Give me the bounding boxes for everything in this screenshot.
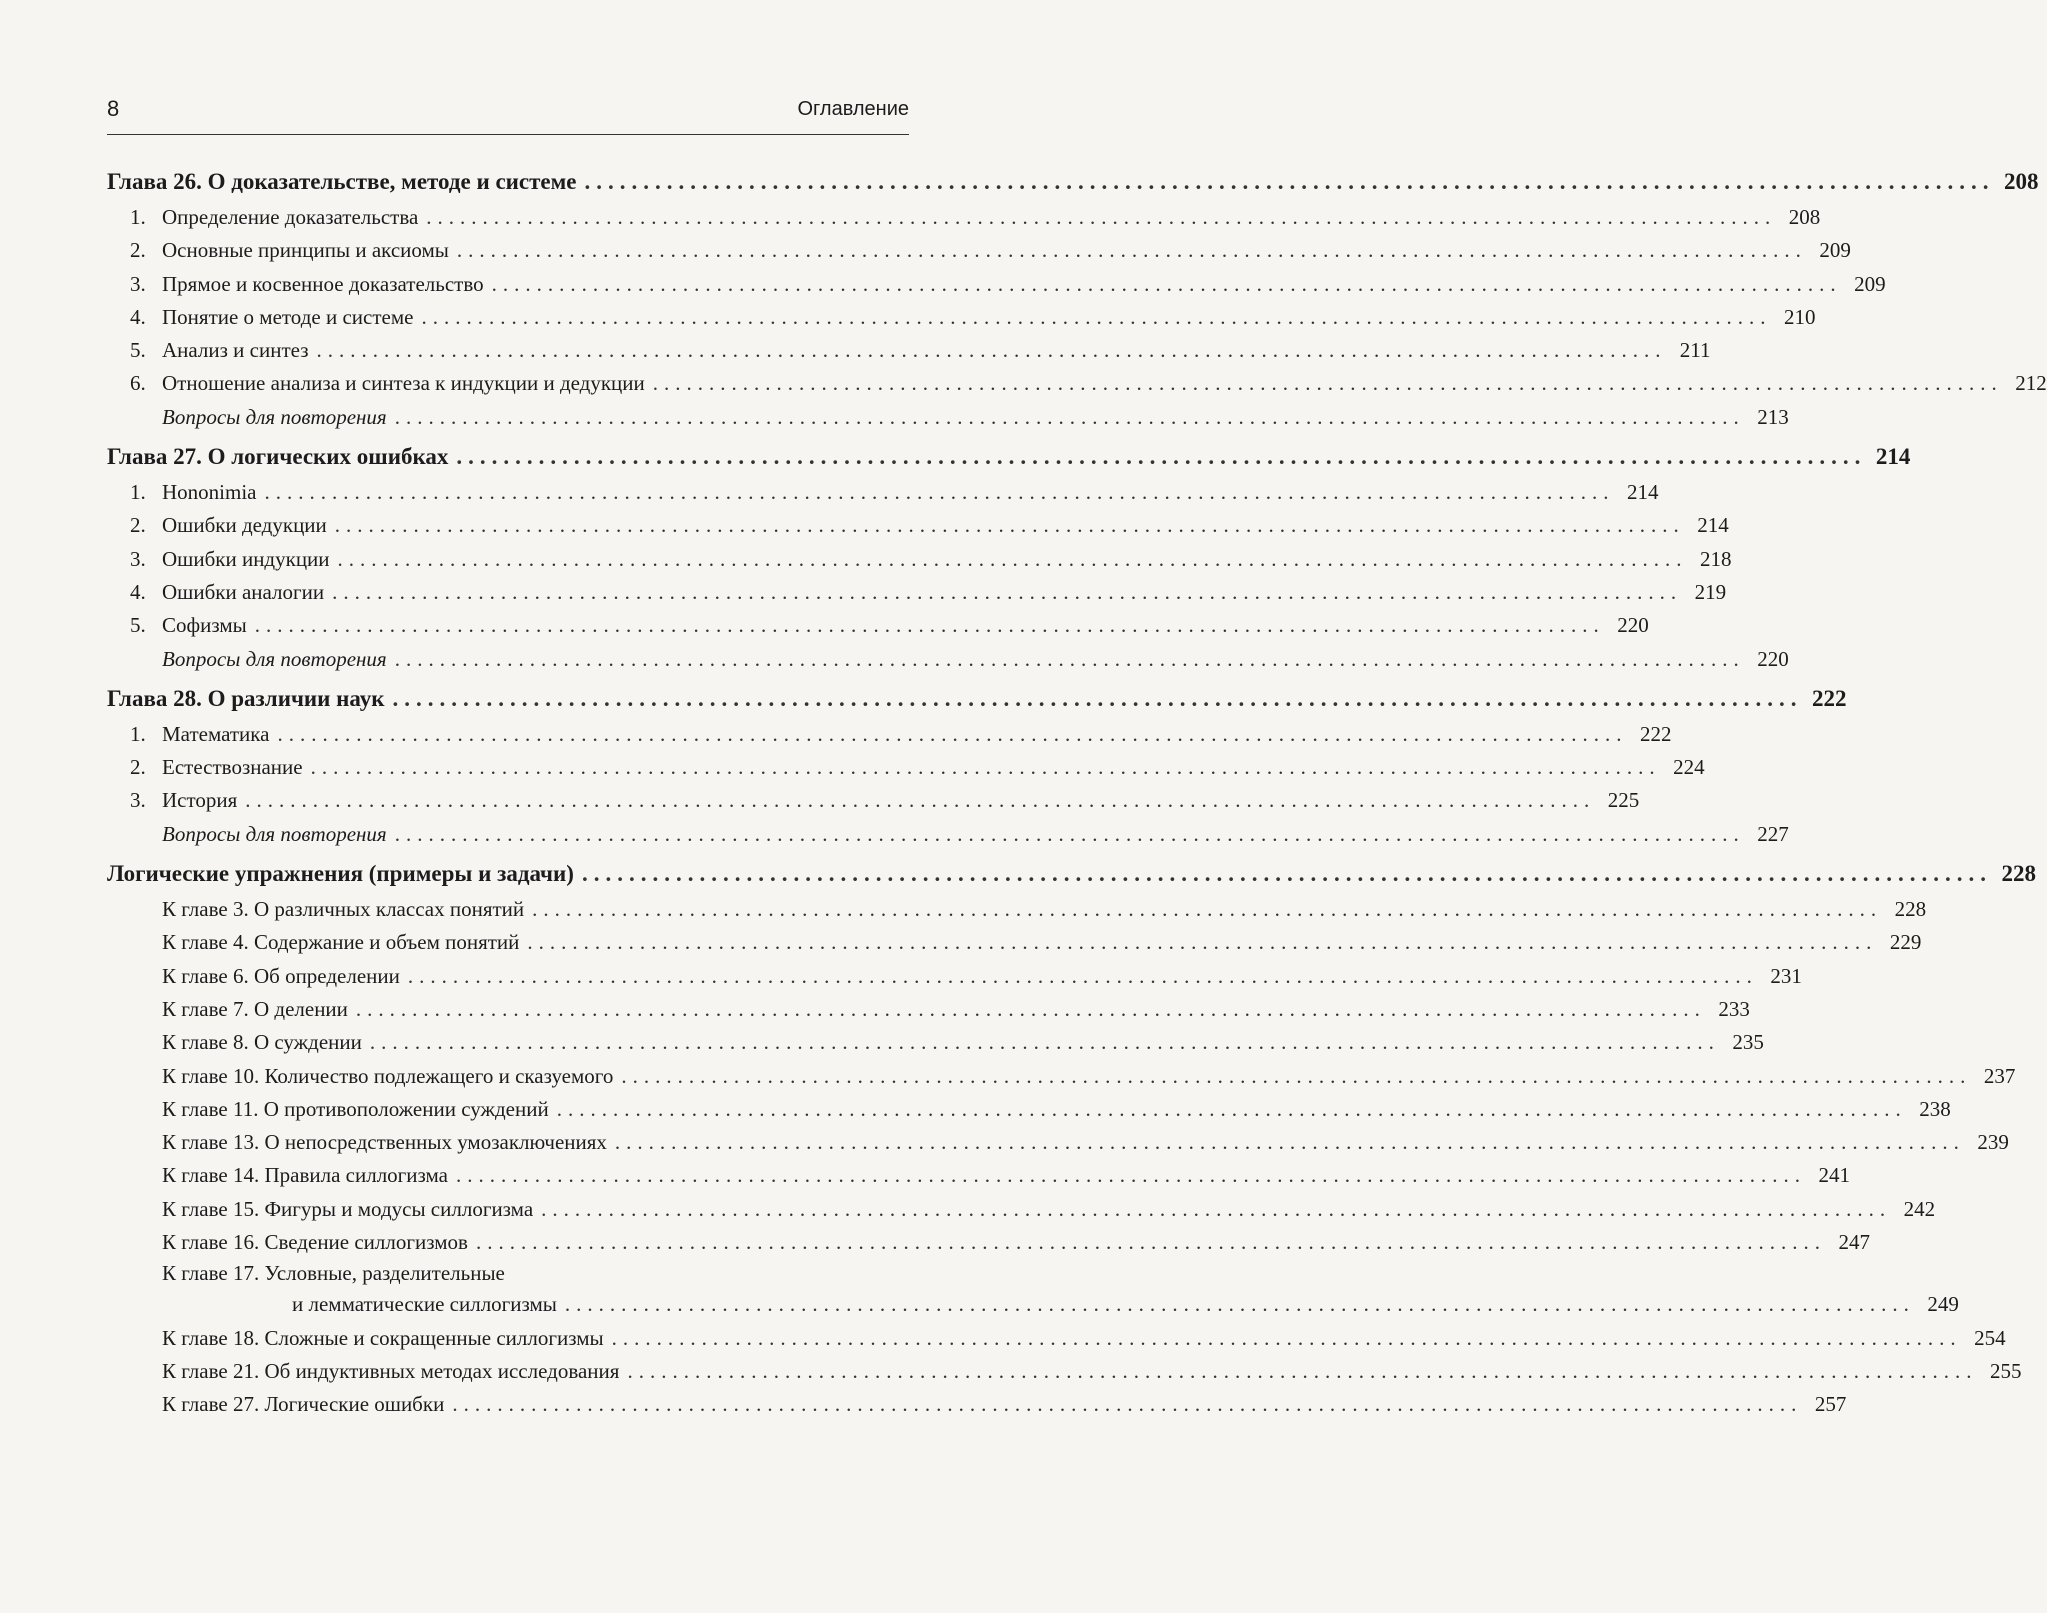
toc-chapter-exercises[interactable]: Логические упражнения (примеры и задачи) ........................................................................................................................ 228 (107, 855, 909, 893)
toc-entry[interactable]: К главе 18. Сложные и сокращенные силлогизмы ........................................................................................................................ 254 (107, 1322, 909, 1355)
toc-entry[interactable]: К главе 14. Правила силлогизма ........................................................................................................................ 241 (107, 1159, 909, 1192)
leader-dots: ........................................................................................................................ (332, 579, 1683, 604)
toc-chapter-27[interactable]: Глава 27. О логических ошибках ........................................................................................................................ 214 (107, 438, 909, 476)
leader-dots: ........................................................................................................................ (394, 821, 1745, 846)
toc-entry[interactable]: 1. Определение доказательства ........................................................................................................................ 208 (107, 201, 909, 234)
toc-entry[interactable]: 5. Анализ и синтез ........................................................................................................................ 211 (107, 334, 909, 367)
running-header (107, 92, 909, 135)
leader-dots: ........................................................................................................................ (527, 930, 1878, 955)
toc-entry[interactable]: 1. Hononimia ........................................................................................................................ 214 (107, 476, 909, 509)
leader-dots: ........................................................................................................................ (334, 513, 1685, 538)
leader-dots: ........................................................................................................................ (581, 861, 1992, 887)
toc-chapter-28[interactable]: Глава 28. О различии наук ........................................................................................................................ 222 (107, 680, 909, 718)
leader-dots: ........................................................................................................................ (456, 238, 1807, 263)
leader-dots: ........................................................................................................................ (456, 444, 1867, 470)
leader-dots: ........................................................................................................................ (355, 996, 1706, 1021)
toc-entry[interactable]: К главе 7. О делении ........................................................................................................................ 233 (107, 993, 909, 1026)
leader-dots: ........................................................................................................................ (369, 1030, 1720, 1055)
leader-dots: ........................................................................................................................ (475, 1230, 1826, 1255)
toc-entry[interactable]: 3. Прямое и косвенное доказательство ........................................................................................................................ 209 (107, 268, 909, 301)
toc-entry[interactable]: 3. Ошибки индукции ........................................................................................................................ 218 (107, 543, 909, 576)
leader-dots: ........................................................................................................................ (614, 1130, 1965, 1155)
leader-dots: ........................................................................................................................ (621, 1063, 1972, 1088)
leader-dots: ........................................................................................................................ (426, 205, 1777, 229)
toc-entry[interactable]: 2. Естествознание ........................................................................................................................ 224 (107, 751, 909, 784)
toc-entry[interactable]: 2. Основные принципы и аксиомы ........................................................................................................................ 209 (107, 234, 909, 267)
toc-entry[interactable]: 3. История ........................................................................................................................ 225 (107, 784, 909, 817)
leader-dots: ........................................................................................................................ (277, 721, 1628, 746)
toc-entry[interactable]: К главе 3. О различных классах понятий ........................................................................................................................ 228 (107, 893, 909, 926)
toc-entry[interactable]: К главе 27. Логические ошибки ........................................................................................................................ 257 (107, 1388, 909, 1421)
toc-review-questions[interactable]: Вопросы для повторения ........................................................................................................................ 220 (107, 643, 909, 676)
leader-dots: ........................................................................................................................ (564, 1292, 1915, 1317)
toc-entry[interactable]: К главе 16. Сведение силлогизмов ........................................................................................................................ 247 (107, 1226, 909, 1259)
leader-dots: ........................................................................................................................ (556, 1096, 1907, 1121)
running-title: Оглавление (797, 98, 909, 120)
leader-dots: ........................................................................................................................ (421, 304, 1772, 329)
leader-dots: ........................................................................................................................ (316, 338, 1667, 363)
leader-dots: ........................................................................................................................ (310, 755, 1661, 780)
toc-entry[interactable]: 5. Софизмы ........................................................................................................................ 220 (107, 609, 909, 642)
toc-entry[interactable]: К главе 6. Об определении ........................................................................................................................ 231 (107, 960, 909, 993)
toc-review-questions[interactable]: Вопросы для повторения ........................................................................................................................ 213 (107, 401, 909, 434)
toc-entry[interactable]: К главе 4. Содержание и объем понятий ........................................................................................................................ 229 (107, 926, 909, 959)
leader-dots: ........................................................................................................................ (407, 963, 1758, 988)
leader-dots: ........................................................................................................................ (611, 1325, 1962, 1350)
leader-dots: ........................................................................................................................ (245, 788, 1596, 813)
leader-dots: ........................................................................................................................ (264, 480, 1615, 505)
toc-entry[interactable]: К главе 15. Фигуры и модусы силлогизма ........................................................................................................................ 242 (107, 1193, 909, 1226)
toc-review-questions[interactable]: Вопросы для повторения ........................................................................................................................ 227 (107, 818, 909, 851)
leader-dots: ........................................................................................................................ (337, 546, 1688, 571)
toc-entry[interactable]: К главе 8. О суждении ........................................................................................................................ 235 (107, 1026, 909, 1059)
leader-dots: ........................................................................................................................ (532, 897, 1883, 922)
toc-entry[interactable]: К главе 21. Об индуктивных методах исследования ........................................................................................................................ 255 (107, 1355, 909, 1388)
leader-dots: ........................................................................................................................ (491, 271, 1842, 296)
leader-dots: ........................................................................................................................ (584, 169, 1995, 194)
toc-chapter-26[interactable]: Глава 26. О доказательстве, методе и системе ........................................................................................................................ 208 (107, 163, 909, 201)
toc-entry[interactable]: 4. Понятие о методе и системе ........................................................................................................................ 210 (107, 301, 909, 334)
leader-dots: ........................................................................................................................ (254, 613, 1605, 638)
leader-dots: ........................................................................................................................ (541, 1196, 1892, 1221)
leader-dots: ........................................................................................................................ (652, 371, 2003, 396)
toc-entry[interactable]: 1. Математика ........................................................................................................................ 222 (107, 718, 909, 751)
leader-dots: ........................................................................................................................ (627, 1358, 1978, 1383)
toc-entry[interactable]: 6. Отношение анализа и синтеза к индукции и дедукции ........................................................................................................................ 212 (107, 367, 909, 400)
leader-dots: ........................................................................................................................ (392, 685, 1803, 711)
toc-entry[interactable]: К главе 11. О противоположении суждений ........................................................................................................................ 238 (107, 1093, 909, 1126)
toc-entry-wrapped-line2[interactable]: и лемматические силлогизмы ........................................................................................................................ 249 (107, 1288, 909, 1321)
leader-dots: ........................................................................................................................ (394, 404, 1745, 429)
toc-entry[interactable]: 2. Ошибки дедукции ........................................................................................................................ 214 (107, 509, 909, 542)
toc-entry[interactable]: К главе 13. О непосредственных умозаключениях ........................................................................................................................ 239 (107, 1126, 909, 1159)
toc-entry[interactable]: К главе 10. Количество подлежащего и сказуемого ........................................................................................................................ 237 (107, 1060, 909, 1093)
toc-entry-wrapped-line1[interactable]: К главе 17. Условные, разделительные (162, 1261, 505, 1286)
toc-entry[interactable]: 4. Ошибки аналогии ........................................................................................................................ 219 (107, 576, 909, 609)
table-of-contents (107, 163, 2047, 1422)
page-number: 8 (107, 96, 120, 121)
leader-dots: ........................................................................................................................ (394, 646, 1745, 671)
leader-dots: ........................................................................................................................ (452, 1392, 1803, 1417)
leader-dots: ........................................................................................................................ (456, 1163, 1806, 1188)
